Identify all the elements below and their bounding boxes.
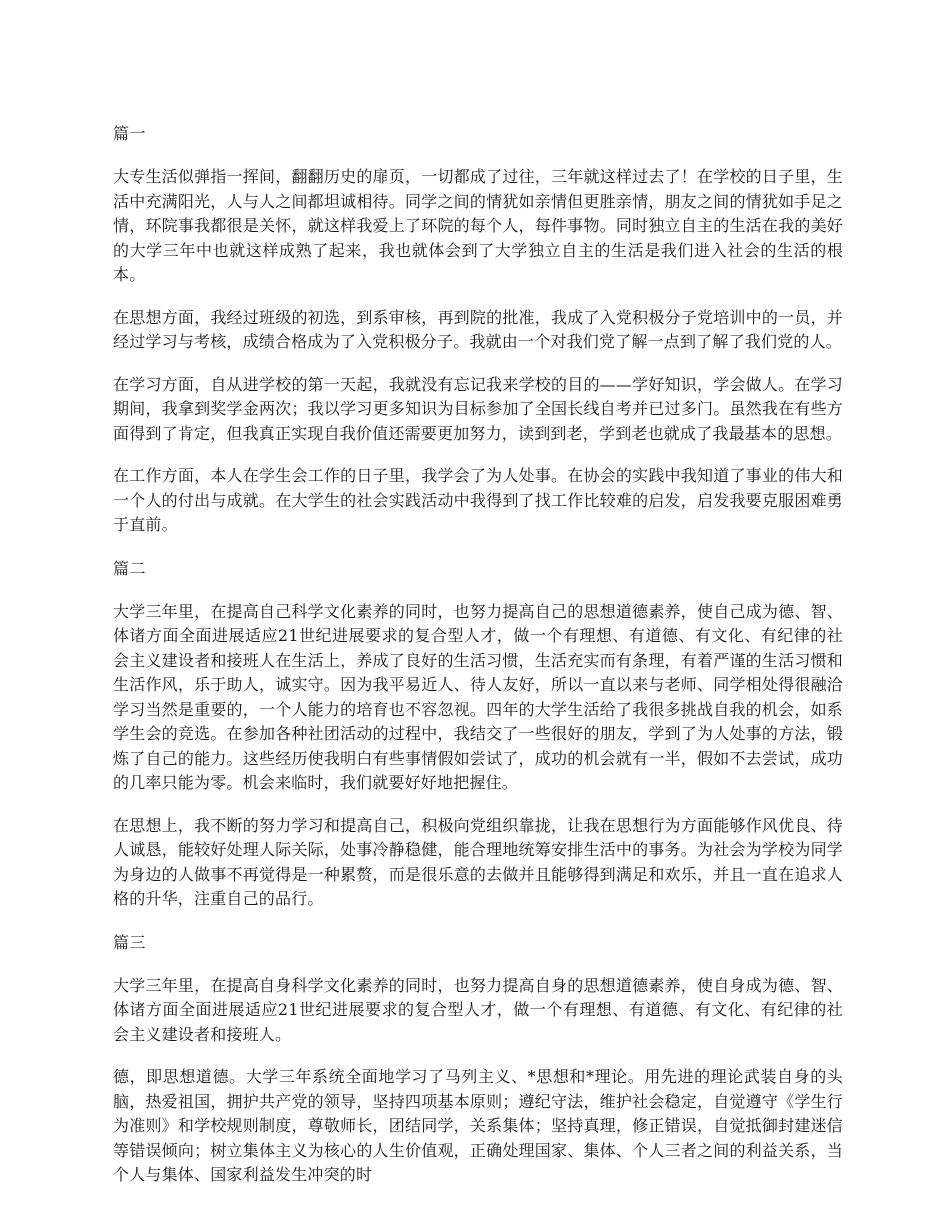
paragraph: 大学三年里，在提高自身科学文化素养的同时，也努力提高自身的思想道德素养，使自身成为德、智、体诸方面全面进展适应21世纪进展要求的复合型人才，做一个有理想、有道德、有文化、有纪律的社会主义建设者和接班人。 — [113, 975, 843, 1044]
document-body — [113, 121, 843, 1206]
section-title: 篇三 — [113, 932, 147, 952]
paragraph: 在学习方面，自从进学校的第一天起，我就没有忘记我来学校的目的——学好知识，学会做人。在学习期间，我拿到奖学金两次；我以学习更多知识为目标参加了全国长线自考并已过多门。虽然我在有些方面得到了肯定，但我真正实现自我价值还需要更加努力，读到到老，学到老也就成了我最基本的思想。 — [113, 374, 843, 443]
section-title: 篇二 — [113, 558, 147, 578]
paragraph: 在工作方面，本人在学生会工作的日子里，我学会了为人处事。在协会的实践中我知道了事业的伟大和一个人的付出与成就。在大学生的社会实践活动中我得到了找工作比较难的启发，启发我要克服困难勇于直前。 — [113, 466, 843, 534]
paragraph: 大学三年里，在提高自己科学文化素养的同时，也努力提高自己的思想道德素养，使自己成为德、智、体诸方面全面进展适应21世纪进展要求的复合型人才，做一个有理想、有道德、有文化、有纪律的社会主义建设者和接班人在生活上，养成了良好的生活习惯，生活充实而有条理，有着严谨的生活习惯和生活作风，乐于助人，诚实守。因为我平易近人、待人友好，所以一直以来与老师、同学相处得很融洽学习当然是重要的，一个人能力的培育也不容忽视。四年的大学生活给了我很多挑战自我的机会，如系学生会的竞选。在参加各种社团活动的过程中，我结交了一些很好的朋友，学到了为人处事的方法，锻炼了自己的能力。这些经历使我明白有些事情假如尝试了，成功的机会就有一半，假如不去尝试，成功的几率只能为零。机会来临时，我们就要好好地把握住。 — [113, 601, 843, 792]
paragraph: 德，即思想道德。大学三年系统全面地学习了马列主义、*思想和*理论。用先进的理论武装自身的头脑，热爱祖国，拥护共产党的领导，坚持四项基本原则；遵纪守法，维护社会稳定，自觉遵守《学生行为准则》和学校规则制度，尊敬师长，团结同学，关系集体；坚持真理，修正错误，自觉抵御封建迷信等错误倾向；树立集体主义为核心的人生价值观，正确处理国家、集体、个人三者之间的利益关系，当个人与集体、国家利益发生冲突的时 — [113, 1067, 843, 1184]
section-1 — [113, 121, 843, 538]
paragraph: 大专生活似弹指一挥间，翻翻历史的扉页，一切都成了过往，三年就这样过去了！在学校的日子里，生活中充满阳光，人与人之间都坦诚相待。同学之间的情犹如亲情但更胜亲情，朋友之间的情犹如手足之情，环院事我都很是关怀，就这样我爱上了环院的每个人，每件事物。同时独立自主的生活在我的美好的大学三年中也就这样成熟了起来，我也就体会到了大学独立自主的生活是我们进入社会的生活的根本。 — [113, 167, 843, 284]
paragraph: 在思想上，我不断的努力学习和提高自己，积极向党组织靠拢，让我在思想行为方面能够作风优良、待人诚恳，能较好处理人际关际，处事冷静稳健，能合理地统筹安排生活中的事务。为社会为学校为同学为身边的人做事不再觉得是一种累赘，而是很乐意的去做并且能够得到满足和欢乐，并且一直在追求人格的升华，注重自己的品行。 — [113, 815, 843, 908]
section-2 — [113, 556, 843, 912]
paragraph: 在思想方面，我经过班级的初选，到系审核，再到院的批准，我成了入党积极分子党培训中的一员，并经过学习与考核，成绩合格成为了入党积极分子。我就由一个对我们党了解一点到了解了我们党的人。 — [113, 307, 843, 351]
section-3 — [113, 930, 843, 1188]
section-title: 篇一 — [113, 124, 147, 143]
